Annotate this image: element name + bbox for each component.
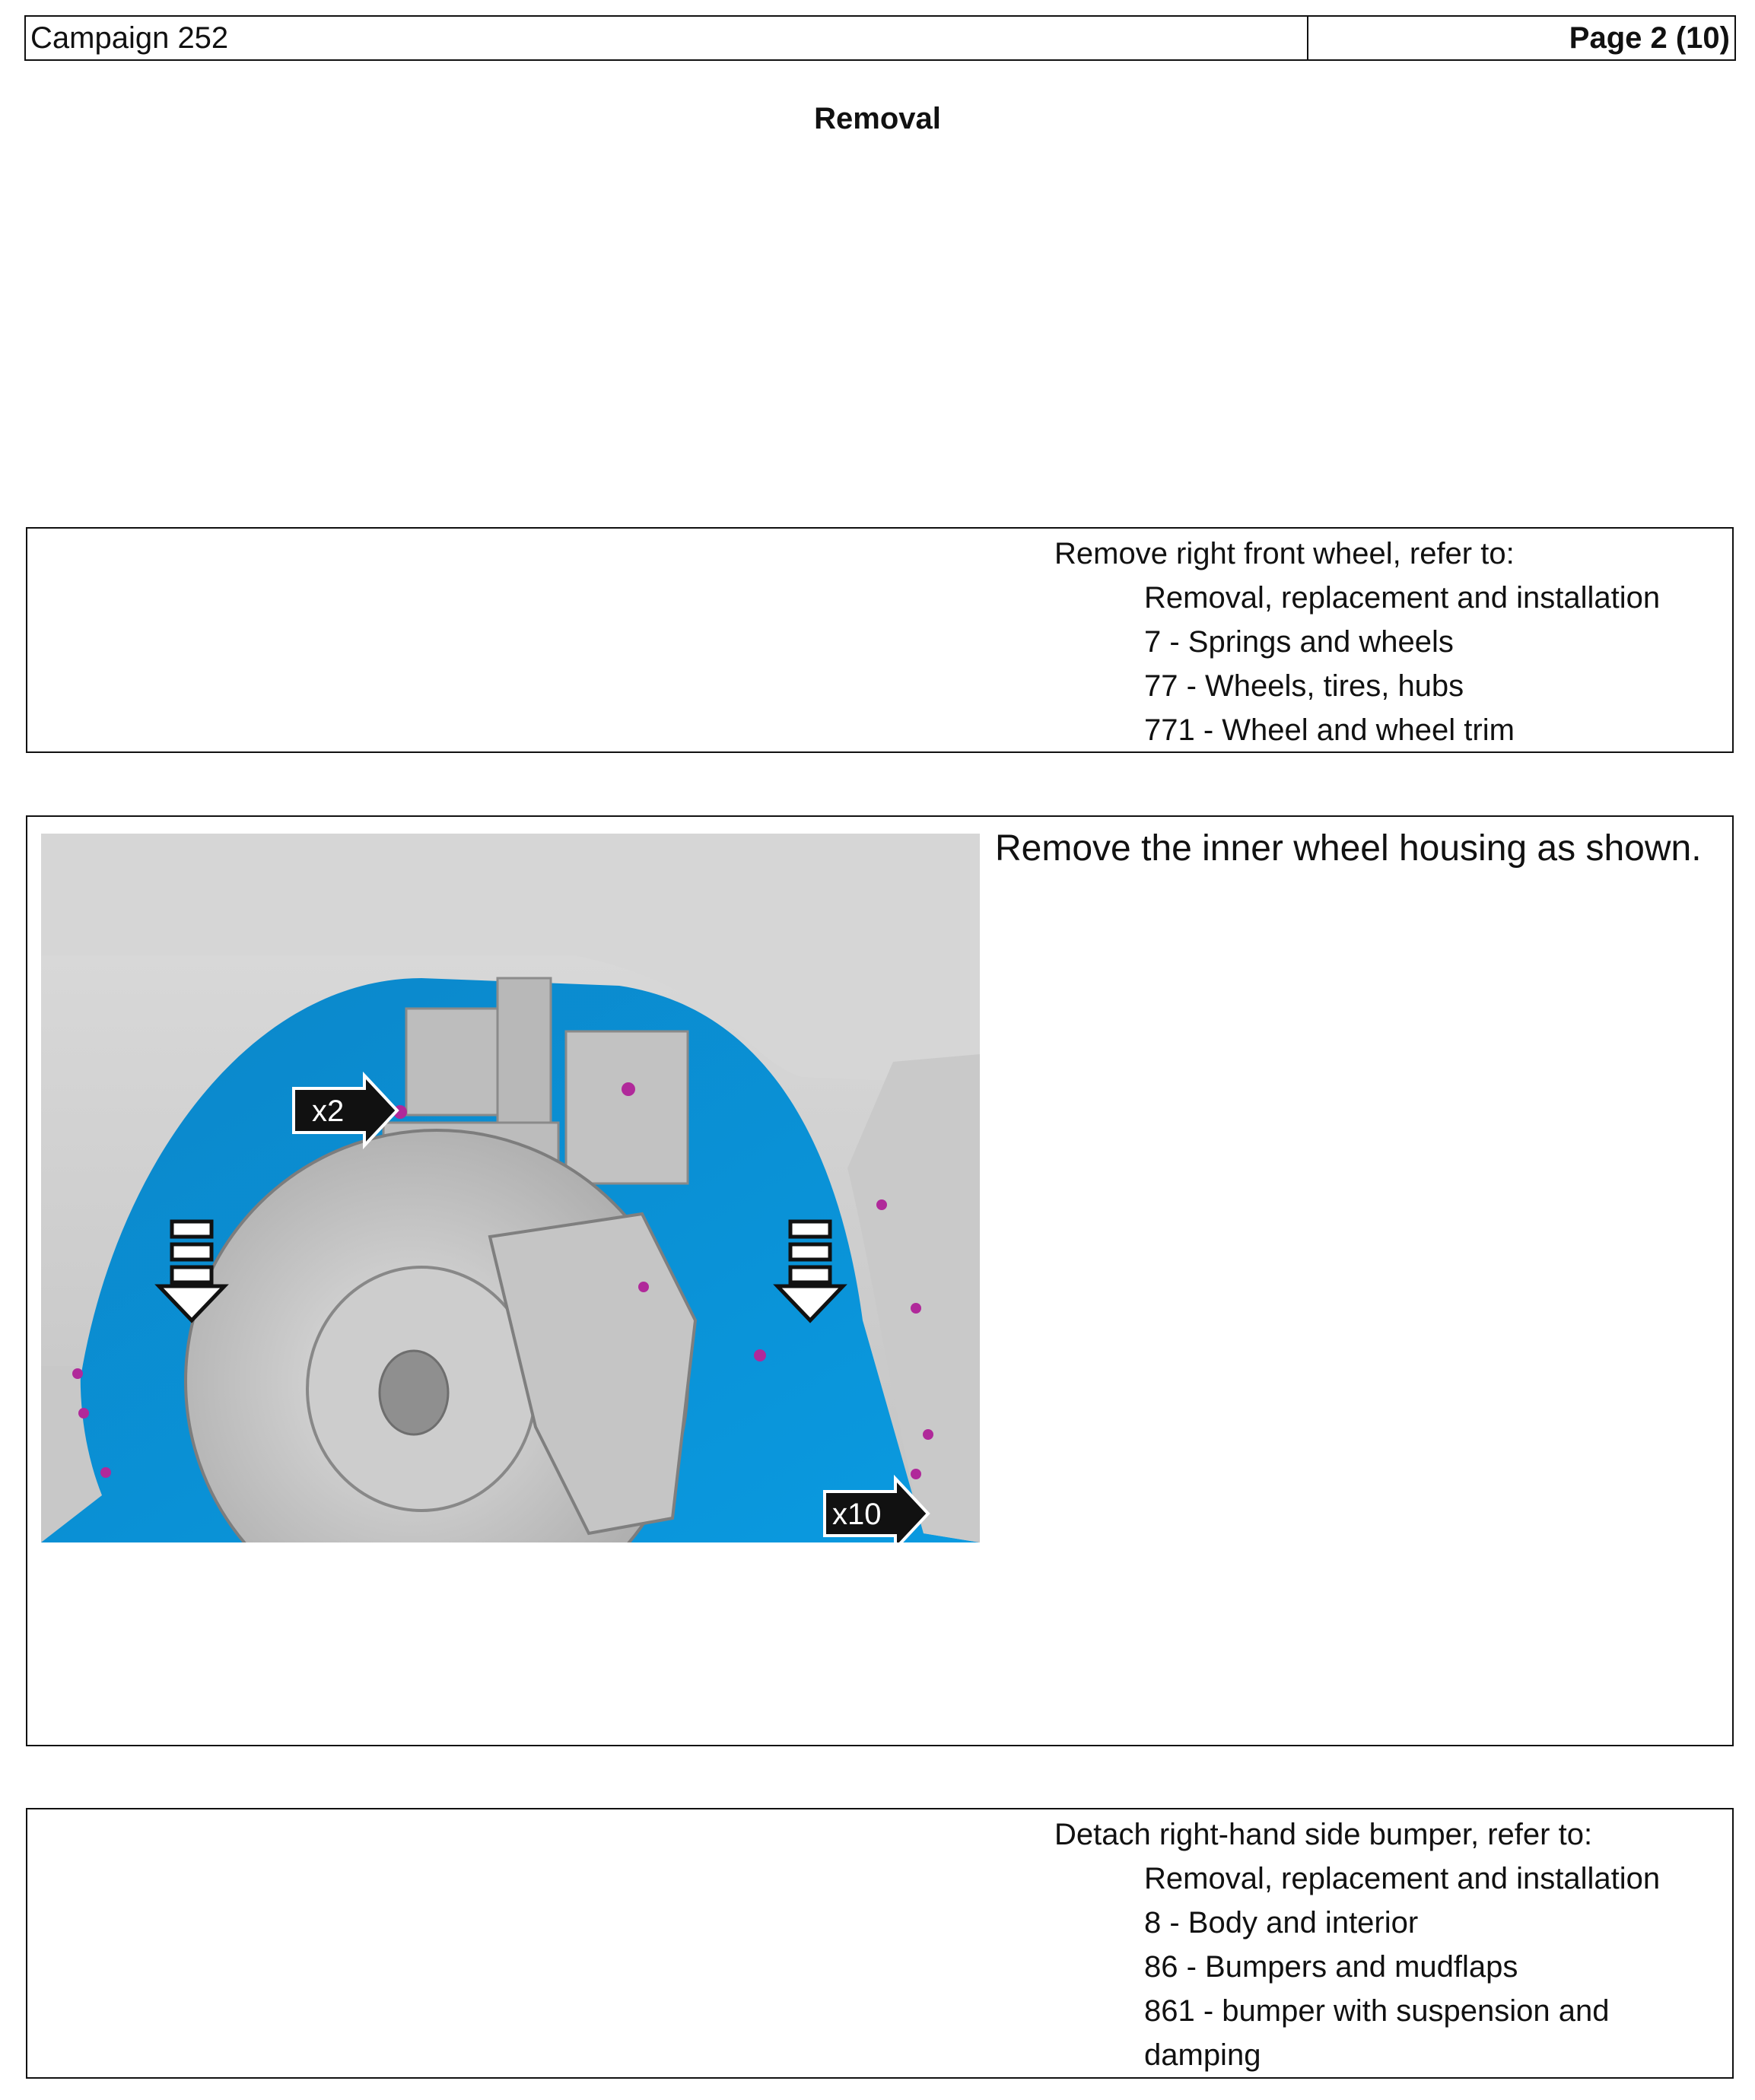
step-remove-wheel-housing [26, 815, 1734, 1746]
section-title: Removal [814, 102, 941, 135]
reference-line: 8 - Body and interior [1144, 1906, 1419, 1940]
reference-line: Removal, replacement and installation [1144, 581, 1661, 615]
reference-line: Removal, replacement and installation [1144, 1862, 1661, 1895]
campaign-label: Campaign 252 [26, 17, 1308, 59]
step-detach-bumper [26, 1808, 1734, 2079]
reference-line: 861 - bumper with suspension and [1144, 1994, 1610, 2028]
reference-line: damping [1144, 2038, 1261, 2072]
hub-center [380, 1351, 448, 1434]
reference-line: 77 - Wheels, tires, hubs [1144, 669, 1464, 703]
wheel-housing-illustration [41, 834, 980, 1542]
step-reference-text [1054, 532, 1660, 752]
step-remove-wheel [26, 527, 1734, 753]
knuckle-bracket [406, 1009, 498, 1115]
reference-line: 771 - Wheel and wheel trim [1144, 713, 1515, 747]
step-reference-text [1054, 1812, 1660, 2077]
callout-x2-label: x2 [312, 1094, 345, 1128]
reference-line: 7 - Springs and wheels [1144, 625, 1454, 659]
suspension-bracket [566, 1031, 688, 1183]
step-instruction: Remove the inner wheel housing as shown. [995, 828, 1702, 869]
callout-x10-label: x10 [832, 1498, 882, 1531]
step-instruction: Detach right-hand side bumper, refer to: [1054, 1818, 1593, 1851]
reference-line: 86 - Bumpers and mudflaps [1144, 1950, 1518, 1984]
page-header [24, 15, 1736, 61]
step-instruction: Remove right front wheel, refer to: [1054, 537, 1515, 570]
page-number: Page 2 (10) [1569, 21, 1730, 55]
